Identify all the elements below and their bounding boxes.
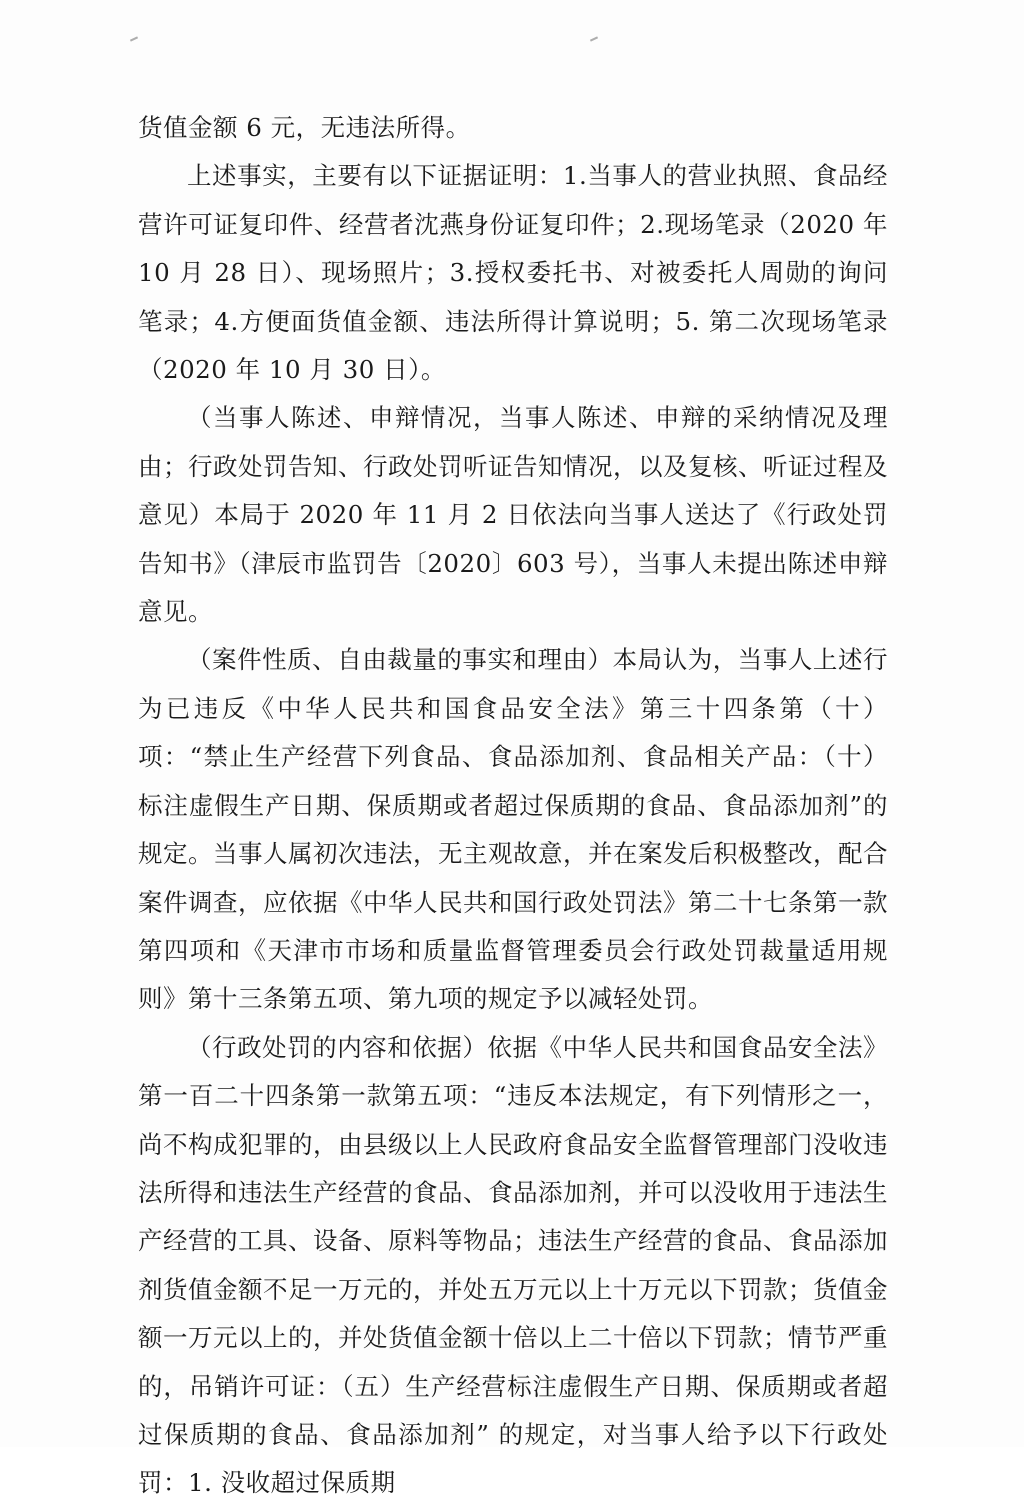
paragraph-evidence: 上述事实，主要有以下证据证明：1.当事人的营业执照、食品经营许可证复印件、经营者沈燕身份证复印件；2.现场笔录（2020 年 10 月 28 日）、现场照片；3.授权委托书、对被委托人周勋的询问笔录；4.方便面货值金额、违法所得计算说明；5. 第二次现场笔录（2020 年 10 月 30 日）。	[138, 161, 888, 385]
scan-speck	[130, 36, 138, 41]
paragraph-1: 货值金额 6 元，无违法所得。	[138, 113, 471, 142]
document-body	[138, 104, 888, 1508]
paragraph-penalty-basis: （行政处罚的内容和依据）依据《中华人民共和国食品安全法》第一百二十四条第一款第五项：“违反本法规定，有下列情形之一，尚不构成犯罪的，由县级以上人民政府食品安全监督管理部门没收违法所得和违法生产经营的食品、食品添加剂，并可以没收用于违法生产经营的工具、设备、原料等物品；违法生产经营的食品、食品添加剂货值金额不足一万元的，并处五万元以上十万元以下罚款；货值金额一万元以上的，并处货值金额十倍以上二十倍以下罚款；情节严重的，吊销许可证：（五）生产经营标注虚假生产日期、保质期或者超过保质期的食品、食品添加剂” 的规定，对当事人给予以下行政处罚：1. 没收超过保质期	[138, 1032, 888, 1498]
paragraph-statement: （当事人陈述、申辩情况，当事人陈述、申辩的采纳情况及理由；行政处罚告知、行政处罚听证告知情况，以及复核、听证过程及意见）本局于 2020 年 11 月 2 日依法向当事人送达了《行政处罚告知书》（津辰市监罚告〔2020〕603 号），当事人未提出陈述申辩意见。	[138, 403, 888, 627]
scan-speck	[590, 36, 598, 41]
paragraph-case-nature: （案件性质、自由裁量的事实和理由）本局认为，当事人上述行为已违反《中华人民共和国食品安全法》第三十四条第（十）项：“禁止生产经营下列食品、食品添加剂、食品相关产品：（十）标注虚假生产日期、保质期或者超过保质期的食品、食品添加剂”的规定。当事人属初次违法，无主观故意，并在案发后积极整改，配合案件调查，应依据《中华人民共和国行政处罚法》第二十七条第一款第四项和《天津市市场和质量监督管理委员会行政处罚裁量适用规则》第十三条第五项、第九项的规定予以减轻处罚。	[138, 645, 888, 1014]
